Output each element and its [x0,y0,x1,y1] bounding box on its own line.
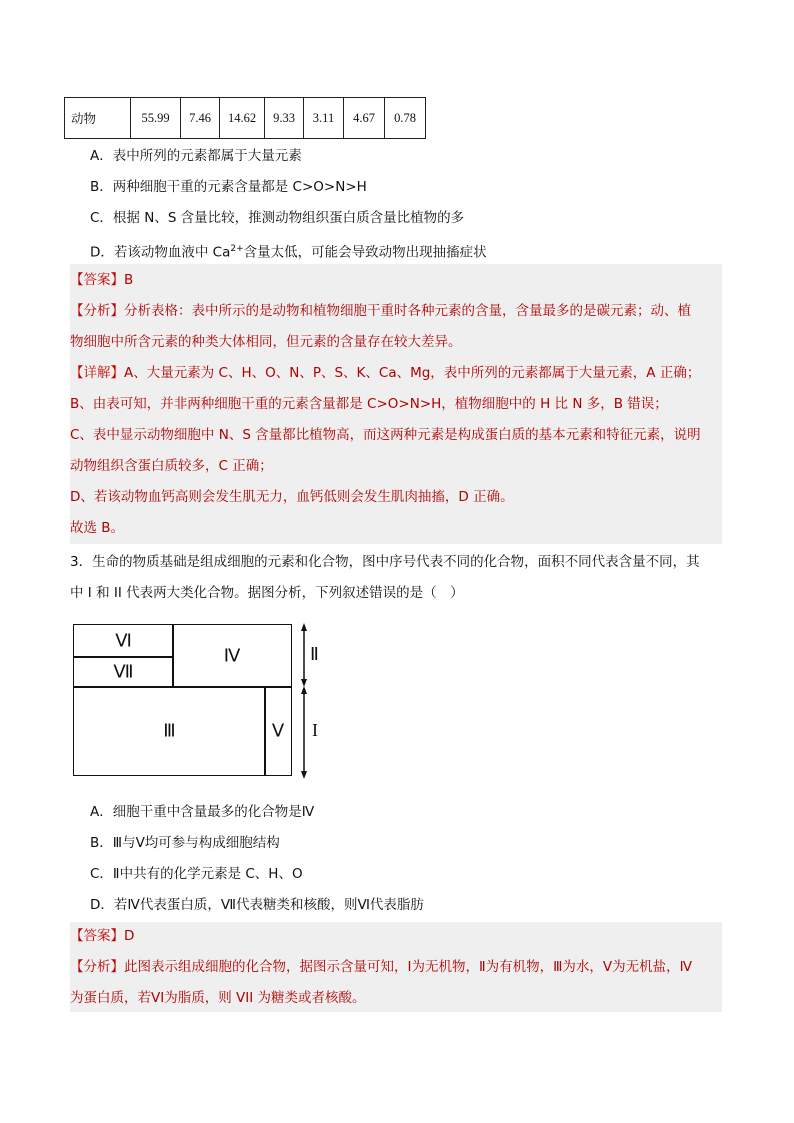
arrowhead-icon [301,679,307,687]
region-vii: Ⅶ [73,656,174,688]
table-cell: 55.99 [131,98,181,139]
table-cell: 4.67 [344,98,385,139]
q3-option-c: C．Ⅱ中共有的化学元素是 C、H、O [90,866,303,882]
detail-line: D、若该动物血钙高则会发生肌无力，血钙低则会发生肌肉抽搐，D 正确。 [70,489,514,505]
q3-option-d: D．若Ⅳ代表蛋白质，Ⅶ代表糖类和核酸，则Ⅵ代表脂肪 [90,897,424,913]
label-ii: Ⅱ [310,644,319,664]
answer-line: 【答案】B [70,272,134,288]
analysis-line: 【分析】此图表示组成细胞的化合物，据图示含量可知，Ⅰ为无机物，Ⅱ为有机物，Ⅲ为水，Ⅴ为无机盐，Ⅳ [70,959,693,975]
q3-option-a: A．细胞干重中含量最多的化合物是Ⅳ [90,804,315,820]
superscript: 2+ [230,244,244,254]
q2-option-a: A．表中所列的元素都属于大量元素 [90,148,302,164]
table-cell: 14.62 [220,98,265,139]
q2-option-c: C．根据 N、S 含量比较，推测动物组织蛋白质含量比植物的多 [90,210,465,226]
region-v: Ⅴ [264,686,292,776]
table-cell: 9.33 [265,98,304,139]
analysis-line: 为蛋白质，若VI为脂质，则 VII 为糖类或者核酸。 [70,990,366,1006]
q3-stem-line: 3．生命的物质基础是组成细胞的元素和化合物，图中序号代表不同的化合物，面积不同代表含量不同，其 [70,554,700,570]
element-content-table [64,97,426,139]
region-iii: Ⅲ [73,686,266,776]
q2-answer-block [70,264,722,544]
analysis-line: 【分析】分析表格：表中所示的是动物和植物细胞干重时各种元素的含量，含量最多的是碳元素；动、植 [70,303,691,319]
detail-line: 动物组织含蛋白质较多，C 正确； [70,458,273,474]
region-iv: Ⅳ [172,624,292,688]
table-row [65,98,426,139]
q3-answer-block [70,922,722,1012]
compound-diagram [70,622,340,782]
arrowhead-icon [301,623,307,631]
table-cell: 3.11 [304,98,344,139]
q3-stem-line: 中 I 和 II 代表两大类化合物。据图分析，下列叙述错误的是（ ） [70,585,464,601]
q3-option-b: B．Ⅲ与Ⅴ均可参与构成细胞结构 [90,835,280,851]
answer-line: 【答案】D [70,928,135,944]
analysis-line: 物细胞中所含元素的种类大体相同，但元素的含量存在较大差异。 [70,334,462,350]
detail-line: 【详解】A、大量元素为 C、H、O、N、P、S、K、Ca、Mg，表中所列的元素都属于大量元素，A 正确； [70,365,701,381]
detail-line: 故选 B。 [70,520,125,536]
arrowhead-icon [301,686,307,694]
table-cell: 0.78 [385,98,426,139]
q2-option-b: B．两种细胞干重的元素含量都是 C>O>N>H [90,179,367,195]
arrowhead-icon [301,771,307,779]
detail-line: C、表中显示动物细胞中 N、S 含量都比植物高，而这两种元素是构成蛋白质的基本元素和特征元素，说明 [70,427,701,443]
table-cell: 7.46 [181,98,220,139]
row-label-animal: 动物 [65,98,131,139]
region-vi: Ⅵ [73,624,174,658]
detail-line: B、由表可知，并非两种细胞干重的元素含量都是 C>O>N>H，植物细胞中的 H 比 N 多，B 错误； [70,396,668,412]
label-i: I [312,720,318,740]
q2-option-d: D．若该动物血液中 $Ca^{2+}$含量太低，可能会导致动物出现抽搐症状 [90,244,487,261]
